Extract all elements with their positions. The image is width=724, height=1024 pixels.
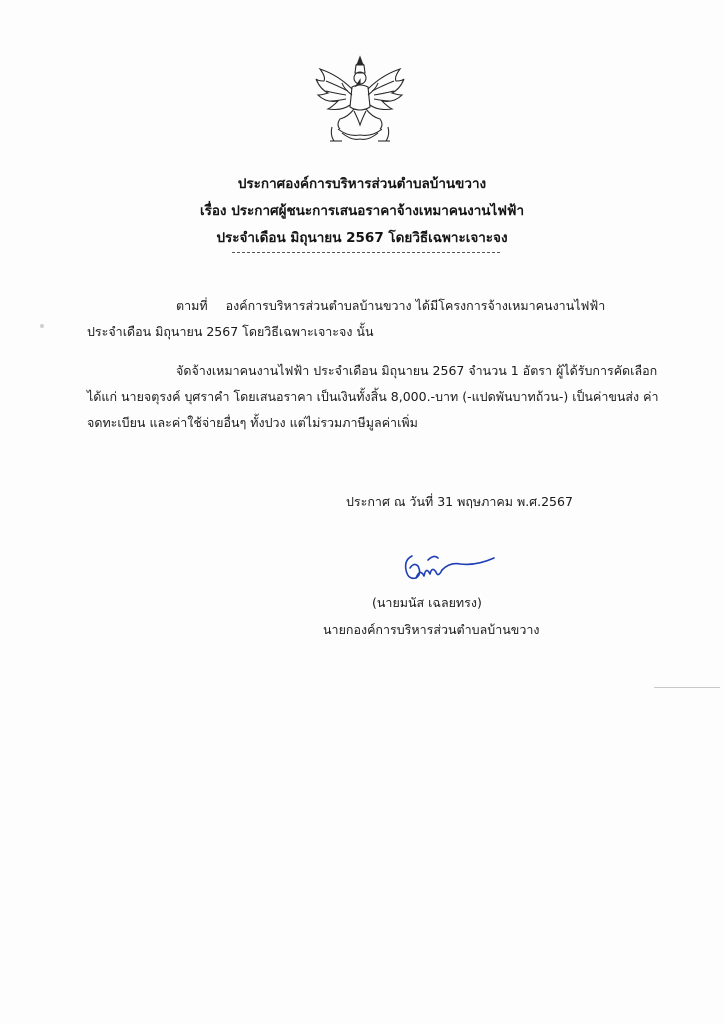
paragraph-1-lead: ตามที่ xyxy=(176,298,208,313)
announcement-period: ประจำเดือน มิถุนายน 2567 โดยวิธีเฉพาะเจาะจง xyxy=(216,230,508,246)
paragraph-1-line-1 xyxy=(176,296,605,316)
title-divider xyxy=(232,252,500,253)
scan-mark xyxy=(654,687,720,688)
scan-speck xyxy=(40,324,44,328)
handwritten-signature-icon xyxy=(398,548,498,590)
announcement-date: ประกาศ ณ วันที่ 31 พฤษภาคม พ.ศ.2567 xyxy=(346,494,573,509)
signer-name: (นายมนัส เฉลยทรง) xyxy=(372,595,482,610)
garuda-emblem-icon xyxy=(312,55,408,147)
paragraph-2-line-3: จดทะเบียน และค่าใช้จ่ายอื่นๆ ทั้งปวง แต่ไม่รวมภาษีมูลค่าเพิ่ม xyxy=(87,415,418,430)
announcement-title: ประกาศองค์การบริหารส่วนตำบลบ้านขวาง xyxy=(237,176,487,192)
paragraph-2-line-2: ได้แก่ นายจตุรงค์ บุศราคำ โดยเสนอราคา เป็นเงินทั้งสิ้น 8,000.-บาท (-แปดพันบาทถ้วน-) เป็นค่าขนส่ง ค่า xyxy=(87,389,659,404)
paragraph-1-text: องค์การบริหารส่วนตำบลบ้านขวาง ได้มีโครงการจ้างเหมาคนงานไฟฟ้า xyxy=(225,298,606,313)
paragraph-1-line-2: ประจำเดือน มิถุนายน 2567 โดยวิธีเฉพาะเจาะจง นั้น xyxy=(87,324,374,339)
signer-position: นายกองค์การบริหารส่วนตำบลบ้านขวาง xyxy=(323,622,540,637)
paragraph-2-line-1: จัดจ้างเหมาคนงานไฟฟ้า ประจำเดือน มิถุนายน 2567 จำนวน 1 อัตรา ผู้ได้รับการคัดเลือก xyxy=(176,363,658,378)
announcement-subject: เรื่อง ประกาศผู้ชนะการเสนอราคาจ้างเหมาคนงานไฟฟ้า xyxy=(199,203,525,219)
